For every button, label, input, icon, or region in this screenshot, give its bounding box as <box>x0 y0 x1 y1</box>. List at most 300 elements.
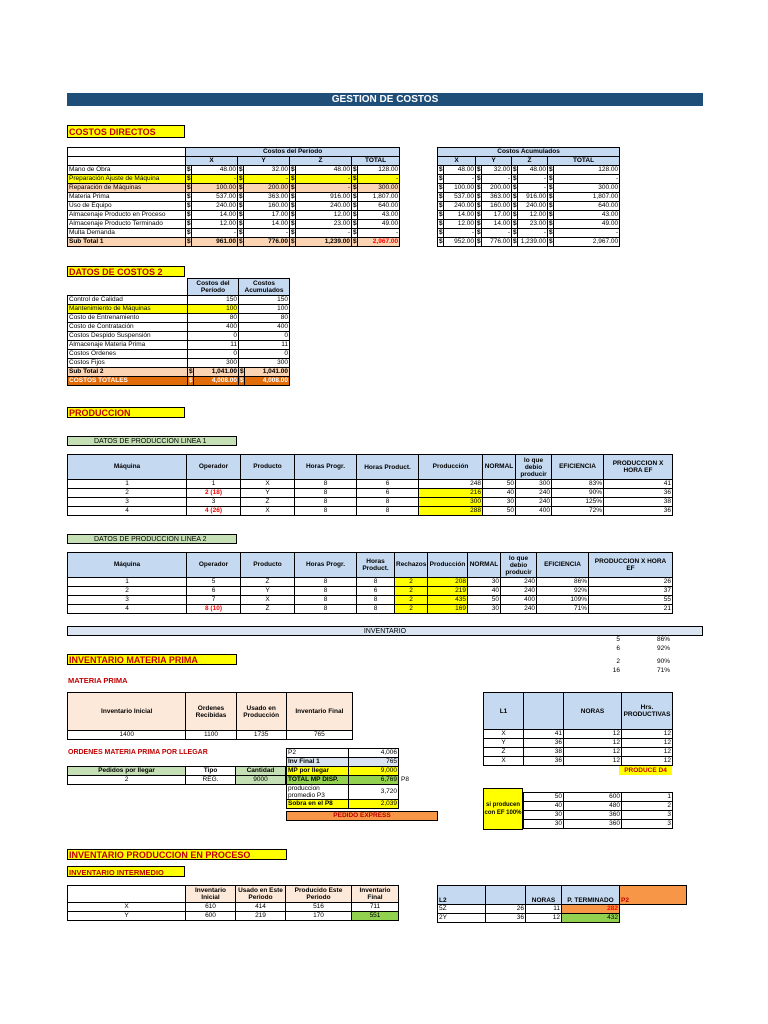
l1side-cell: 40 <box>524 802 564 811</box>
cost-value: 48.00 <box>296 166 352 175</box>
acumulados-header: Costos Acumulados <box>438 148 620 157</box>
inv-side-num: 6 <box>616 645 620 652</box>
currency-sign: $ <box>239 238 243 245</box>
linea-cell: 72% <box>552 507 604 516</box>
l1box-header: Hrs. PRODUCTIVAS <box>622 693 673 730</box>
cost-row <box>68 211 400 220</box>
linea-header: lo que debio producir <box>516 455 552 480</box>
dc2-v2: 300 <box>239 359 290 368</box>
linea-header: Rechazos <box>395 553 428 578</box>
currency-sign: $ <box>549 193 553 200</box>
col-header: TOTAL <box>352 157 400 166</box>
currency-sign: $ <box>439 166 443 173</box>
dc2-v2: 11 <box>239 341 290 350</box>
col-header: X <box>438 157 476 166</box>
l1box-cell: X <box>484 730 524 739</box>
pedidos-v-0: 2 <box>68 776 186 785</box>
linea-cell: 86% <box>537 578 589 587</box>
cost-row-name: Uso de Equipo <box>68 202 186 211</box>
mp-summary-key: Sobra en el P8 <box>287 800 349 809</box>
currency-sign: $ <box>291 175 295 182</box>
currency-sign: $ <box>353 211 357 218</box>
empty-cell <box>68 157 186 166</box>
currency-sign: $ <box>240 368 244 375</box>
linea-cell: 30 <box>483 498 516 507</box>
acum-value: - <box>482 175 512 184</box>
dc2-v2: 1,041.00 <box>245 368 290 377</box>
linea-cell: 30 <box>468 578 501 587</box>
acum-value: 1,807.00 <box>554 193 620 202</box>
acum-value: 776.00 <box>482 238 512 247</box>
l1box-cell: 12 <box>564 730 622 739</box>
cost-value: - <box>358 175 400 184</box>
acum-value: 363.00 <box>482 193 512 202</box>
cost-value: - <box>192 175 238 184</box>
acum-row <box>438 220 620 229</box>
linea-cell: 216 <box>419 489 483 498</box>
dc2-v2: 80 <box>239 314 290 323</box>
linea-cell: 6 <box>357 480 419 489</box>
currency-sign: $ <box>187 193 191 200</box>
dc2-name: Mantenimiento de Máquinas <box>68 305 188 314</box>
linea-row <box>68 480 673 489</box>
dc2-h1: Costos del Período <box>188 279 239 296</box>
cost-value: 32.00 <box>244 166 290 175</box>
cost-row <box>68 238 400 247</box>
inventario-band: INVENTARIO <box>67 626 703 636</box>
linea-header: Horas Product. <box>357 455 419 480</box>
dc2-row <box>68 377 290 386</box>
l2box-header: NORAS <box>526 886 562 905</box>
dc2-v1: 11 <box>188 341 239 350</box>
linea-cell: 40 <box>483 489 516 498</box>
cost-value: - <box>296 184 352 193</box>
dc2-row <box>68 341 290 350</box>
linea-cell: 169 <box>428 605 468 614</box>
cost-row-name: Materia Prima <box>68 193 186 202</box>
cost-value: 14.00 <box>192 211 238 220</box>
mp-summary-val: 3,720 <box>349 785 399 800</box>
dc2-name: COSTOS TOTALES <box>68 377 188 386</box>
currency-sign: $ <box>439 193 443 200</box>
produccion-label: PRODUCCION <box>67 407 185 418</box>
acum-value: 128.00 <box>554 166 620 175</box>
currency-sign: $ <box>291 202 295 209</box>
mp-summary-key: produccion promedio P3 <box>287 785 349 800</box>
produce-d4: PRODUCE D4 <box>619 766 672 775</box>
linea-cell: 8 <box>357 498 419 507</box>
currency-sign: $ <box>187 220 191 227</box>
linea-header: NORMAL <box>483 455 516 480</box>
linea-header: Producto <box>241 553 295 578</box>
currency-sign: $ <box>353 238 357 245</box>
currency-sign: $ <box>187 184 191 191</box>
dc2-row <box>68 305 290 314</box>
acum-row <box>438 166 620 175</box>
ordenes-mp-label: ORDENES MATERIA PRIMA POR LLEGAR <box>68 749 208 756</box>
mp-summary-key: MP por llegar <box>287 767 349 776</box>
dc2-name: Costos Fijos <box>68 359 188 368</box>
linea-cell: 3 <box>187 498 241 507</box>
mp-v-usado: 1735 <box>236 731 286 740</box>
linea-cell: 37 <box>589 587 673 596</box>
mp-summary-row <box>287 785 399 800</box>
dc2-v2: 400 <box>239 323 290 332</box>
linea-row <box>68 596 673 605</box>
mp-h-ordenes: Ordenes Recibidas <box>186 693 236 731</box>
currency-sign: $ <box>513 202 517 209</box>
dc2-v1: 0 <box>188 350 239 359</box>
l1-side-table <box>523 792 673 829</box>
linea-cell: 38 <box>604 498 673 507</box>
costos-acumulados-table <box>437 147 620 247</box>
l1box-row <box>484 739 673 748</box>
proc-cell: 711 <box>352 903 399 912</box>
currency-sign: $ <box>477 238 481 245</box>
dc2-v1: 0 <box>188 332 239 341</box>
linea-cell: 50 <box>483 507 516 516</box>
linea-cell: 8 <box>295 507 357 516</box>
linea-cell: 8 <box>357 605 395 614</box>
dc2-name: Almacenaje Materia Prima <box>68 341 188 350</box>
dc2-v2: 4,008.00 <box>245 377 290 386</box>
mp-summary-row <box>287 767 399 776</box>
l1box-cell: Y <box>484 739 524 748</box>
proc-cell: 600 <box>186 912 236 921</box>
acum-value: 23.00 <box>518 220 548 229</box>
inv-side-num: 5 <box>616 636 620 643</box>
currency-sign: $ <box>353 229 357 236</box>
acum-value: 916.00 <box>518 193 548 202</box>
l1box-cell: X <box>484 757 524 766</box>
cost-row-name: Almacenaje Producto Terminado <box>68 220 186 229</box>
cost-value: 100.00 <box>192 184 238 193</box>
pedidos-h-1: Tipo <box>186 767 236 776</box>
currency-sign: $ <box>439 184 443 191</box>
dc2-v1: 100 <box>188 305 239 314</box>
l2box-header <box>486 886 526 905</box>
cost-row-name: Almacenaje Producto en Proceso <box>68 211 186 220</box>
l1box-row <box>484 748 673 757</box>
currency-sign: $ <box>513 175 517 182</box>
currency-sign: $ <box>291 220 295 227</box>
linea-header: PRODUCCION X HORA EF <box>604 455 673 480</box>
linea-cell: 109% <box>537 596 589 605</box>
proc-cell: 170 <box>286 912 352 921</box>
linea-row <box>68 605 673 614</box>
linea-cell: Y <box>241 587 295 596</box>
linea-cell: 5 <box>187 578 241 587</box>
mp-summary-val: 9,000 <box>349 767 399 776</box>
dc2-name: Control de Calidad <box>68 296 188 305</box>
acum-value: - <box>554 229 620 238</box>
currency-sign: $ <box>549 238 553 245</box>
acum-value: 300.00 <box>554 184 620 193</box>
linea-header: NORMAL <box>468 553 501 578</box>
currency-sign: $ <box>477 184 481 191</box>
mp-summary-row <box>287 758 399 767</box>
acum-value: 49.00 <box>554 220 620 229</box>
mp-summary-key: P2 <box>287 749 349 758</box>
currency-sign: $ <box>187 211 191 218</box>
currency-sign: $ <box>439 175 443 182</box>
linea-cell: 400 <box>501 596 537 605</box>
currency-sign: $ <box>513 229 517 236</box>
linea-cell: 2 <box>395 605 428 614</box>
linea-cell: 50 <box>468 596 501 605</box>
cost-value: 160.00 <box>244 202 290 211</box>
acum-value: - <box>444 229 476 238</box>
dc2-row <box>68 368 290 377</box>
cost-value: 640.00 <box>358 202 400 211</box>
currency-sign: $ <box>477 166 481 173</box>
materia-prima-label: MATERIA PRIMA <box>68 676 128 685</box>
dc2-row <box>68 359 290 368</box>
l1box-cell: 12 <box>622 748 673 757</box>
linea-header: Producción <box>419 455 483 480</box>
l1side-cell: 480 <box>564 802 622 811</box>
linea-cell: 8 <box>295 605 357 614</box>
acum-row <box>438 202 620 211</box>
mp-summary-extra: P8 <box>401 776 409 783</box>
cost-row <box>68 184 400 193</box>
currency-sign: $ <box>187 166 191 173</box>
linea-cell: 92% <box>537 587 589 596</box>
currency-sign: $ <box>439 202 443 209</box>
linea-header: PRODUCCION X HORA EF <box>589 553 673 578</box>
linea-cell: 8 (10) <box>187 605 241 614</box>
acum-value: - <box>444 175 476 184</box>
cost-value: 240.00 <box>296 202 352 211</box>
pedidos-v-1: REG. <box>186 776 236 785</box>
mp-v-ordenes: 1100 <box>186 731 236 740</box>
dc2-name: Costos Despido Suspensión <box>68 332 188 341</box>
linea-cell: 83% <box>552 480 604 489</box>
datos-costos-2-table <box>67 278 290 386</box>
pedidos-table <box>67 766 286 785</box>
linea-cell: 8 <box>295 480 357 489</box>
empty-cell <box>68 886 186 903</box>
l1box-cell: 38 <box>524 748 564 757</box>
mp-summary-val: 2,039 <box>349 800 399 809</box>
proc-cell: 610 <box>186 903 236 912</box>
linea-cell: 240 <box>516 498 552 507</box>
linea-cell: 2 (18) <box>187 489 241 498</box>
cost-value: - <box>296 175 352 184</box>
proc-cell: 414 <box>236 903 286 912</box>
mp-h-usado: Usado en Producción <box>236 693 286 731</box>
l1side-cell: 3 <box>622 811 673 820</box>
acum-value: 1,239.00 <box>518 238 548 247</box>
l1side-cell: 30 <box>524 820 564 829</box>
dc2-name: Costos Ordenes <box>68 350 188 359</box>
l1side-row <box>524 820 673 829</box>
proc-header: Inventario Final <box>352 886 399 903</box>
currency-sign: $ <box>439 220 443 227</box>
currency-sign: $ <box>549 211 553 218</box>
linea-cell: Z <box>241 498 295 507</box>
linea-row <box>68 498 673 507</box>
cost-value: 200.00 <box>244 184 290 193</box>
proceso-table <box>67 885 399 921</box>
l1side-cell: 360 <box>564 820 622 829</box>
linea-cell: 1 <box>68 480 187 489</box>
linea-cell: 288 <box>419 507 483 516</box>
currency-sign: $ <box>477 202 481 209</box>
col-header: Z <box>290 157 352 166</box>
inv-side-pct: 71% <box>656 667 670 674</box>
acum-row <box>438 184 620 193</box>
l2box-cell: 12 <box>526 914 562 923</box>
cost-row-name: Preparación Ajuste de Máquina <box>68 175 186 184</box>
inventario-proceso-label: INVENTARIO PRODUCCION EN PROCESO <box>67 849 287 860</box>
currency-sign: $ <box>439 211 443 218</box>
currency-sign: $ <box>189 368 193 375</box>
acum-value: 640.00 <box>554 202 620 211</box>
currency-sign: $ <box>513 166 517 173</box>
linea-cell: 36 <box>604 507 673 516</box>
inventario-mp-label: INVENTARIO MATERIA PRIMA <box>67 654 237 665</box>
currency-sign: $ <box>239 211 243 218</box>
linea-row <box>68 578 673 587</box>
ef100-note: si producen con EF 100% <box>483 788 523 830</box>
acum-value: 952.00 <box>444 238 476 247</box>
currency-sign: $ <box>291 229 295 236</box>
cost-value: 12.00 <box>296 211 352 220</box>
mp-summary-row <box>287 800 399 809</box>
page-title: GESTION DE COSTOS <box>67 93 703 106</box>
linea-cell: 300 <box>419 498 483 507</box>
proc-header: Producido Este Periodo <box>286 886 352 903</box>
linea-cell: 400 <box>516 507 552 516</box>
mp-v-inicial: 1400 <box>68 731 186 740</box>
inventario-intermedio-label: INVENTARIO INTERMEDIO <box>67 866 185 877</box>
linea-cell: 4 <box>68 605 187 614</box>
linea-header: Producto <box>241 455 295 480</box>
inv-side-num: 2 <box>616 658 620 665</box>
acum-value: - <box>518 184 548 193</box>
currency-sign: $ <box>513 220 517 227</box>
cost-value: 916.00 <box>296 193 352 202</box>
acum-value: 100.00 <box>444 184 476 193</box>
cost-value: 776.00 <box>244 238 290 247</box>
cost-value: 48.00 <box>192 166 238 175</box>
inv-side-pct: 92% <box>656 645 670 652</box>
linea-cell: Z <box>241 605 295 614</box>
linea-cell: Z <box>241 578 295 587</box>
acum-value: 43.00 <box>554 211 620 220</box>
cost-value: 961.00 <box>192 238 238 247</box>
linea-cell: 41 <box>604 480 673 489</box>
currency-sign: $ <box>187 238 191 245</box>
currency-sign: $ <box>549 184 553 191</box>
l1side-cell: 600 <box>564 793 622 802</box>
linea-cell: 8 <box>295 578 357 587</box>
dc2-name: Sub Total 2 <box>68 368 188 377</box>
acum-value: - <box>554 175 620 184</box>
linea-cell: 208 <box>428 578 468 587</box>
linea-cell: Y <box>241 489 295 498</box>
linea-header: Horas Progr. <box>295 455 357 480</box>
l1side-cell: 3 <box>622 820 673 829</box>
linea-header: Máquina <box>68 553 187 578</box>
col-header: Z <box>512 157 548 166</box>
dc2-row <box>68 296 290 305</box>
linea-row <box>68 587 673 596</box>
l2box-cell: 2Y <box>438 914 486 923</box>
proc-header: Inventario Inicial <box>186 886 236 903</box>
empty-cell <box>620 914 687 923</box>
col-header: X <box>186 157 238 166</box>
currency-sign: $ <box>291 238 295 245</box>
cost-value: 43.00 <box>358 211 400 220</box>
l2box-cell: 432 <box>562 914 620 923</box>
l2box-row <box>438 905 687 914</box>
pedidos-h-0: Pedidos por llegar <box>68 767 186 776</box>
linea-header: Horas Product. <box>357 553 395 578</box>
linea-cell: 36 <box>604 489 673 498</box>
linea-cell: 4 (26) <box>187 507 241 516</box>
dc2-v2: 150 <box>239 296 290 305</box>
dc2-v2: 0 <box>239 332 290 341</box>
currency-sign: $ <box>549 202 553 209</box>
linea-cell: 3 <box>68 498 187 507</box>
linea-cell: 300 <box>516 480 552 489</box>
linea-header: lo que debio producir <box>501 553 537 578</box>
dc2-v1: 400 <box>188 323 239 332</box>
l1side-cell: 1 <box>622 793 673 802</box>
linea-cell: 3 <box>68 596 187 605</box>
l2box-cell: 11 <box>526 905 562 914</box>
linea-cell: 4 <box>68 507 187 516</box>
cost-value: 2,967.00 <box>358 238 400 247</box>
cost-row <box>68 175 400 184</box>
costos-periodo-table <box>67 147 400 247</box>
linea-cell: 55 <box>589 596 673 605</box>
dc2-v1: 1,041.00 <box>194 368 239 377</box>
linea-header: Horas Progr. <box>295 553 357 578</box>
acum-value: - <box>482 229 512 238</box>
l1side-row <box>524 793 673 802</box>
cost-value: - <box>244 229 290 238</box>
proc-row <box>68 912 399 921</box>
linea-cell: 8 <box>357 578 395 587</box>
linea-cell: 240 <box>501 578 537 587</box>
proc-cell: 551 <box>352 912 399 921</box>
currency-sign: $ <box>477 211 481 218</box>
linea-cell: 240 <box>516 489 552 498</box>
costos-directos-label: COSTOS DIRECTOS <box>67 125 185 138</box>
currency-sign: $ <box>353 166 357 173</box>
linea-cell: 240 <box>501 587 537 596</box>
mp-summary-row <box>287 749 399 758</box>
cost-value: 12.00 <box>192 220 238 229</box>
inv-side-num: 16 <box>612 667 620 674</box>
acum-value: 14.00 <box>444 211 476 220</box>
cost-row-name: Reparación de Máquinas <box>68 184 186 193</box>
l1box-header <box>524 693 564 730</box>
linea-cell: 1 <box>68 578 187 587</box>
linea-cell: 6 <box>357 587 395 596</box>
l2box-cell: 26 <box>486 905 526 914</box>
l1box-row <box>484 730 673 739</box>
cost-value: - <box>296 229 352 238</box>
proc-cell: X <box>68 903 186 912</box>
linea-cell: 248 <box>419 480 483 489</box>
acum-row <box>438 193 620 202</box>
pedidos-h-2: Cantidad <box>236 767 286 776</box>
col-header: Y <box>238 157 290 166</box>
